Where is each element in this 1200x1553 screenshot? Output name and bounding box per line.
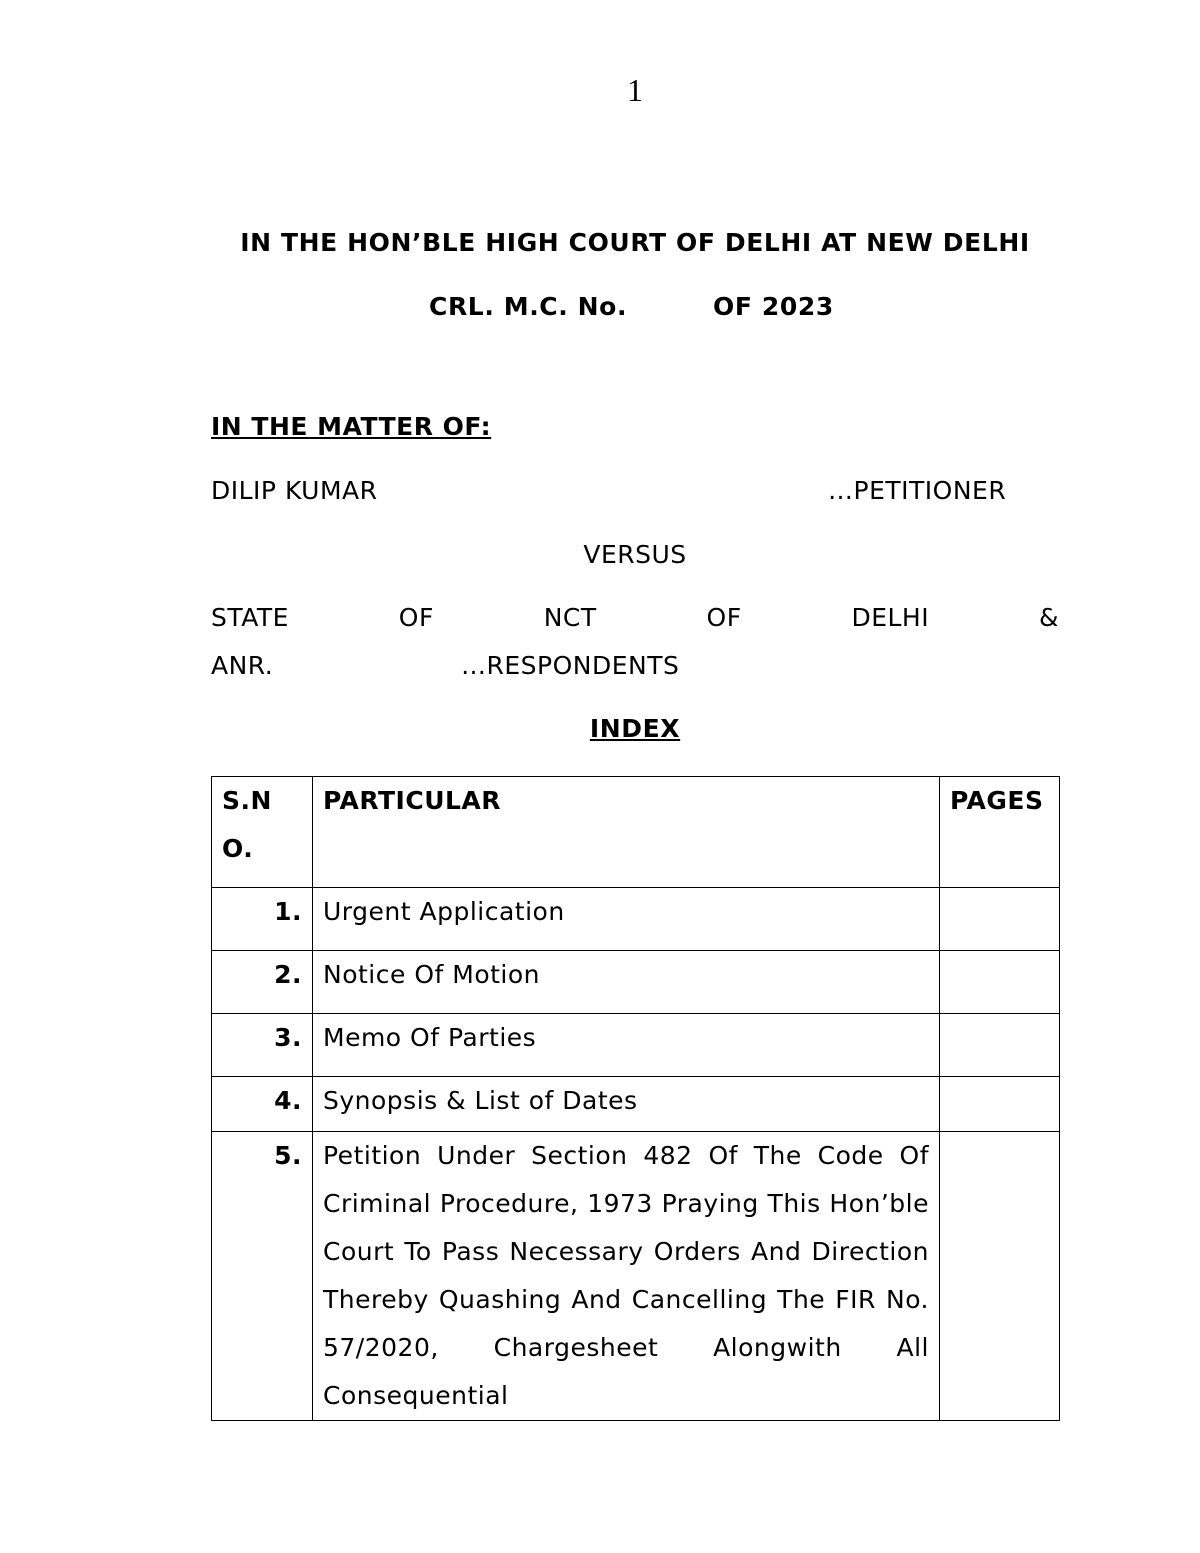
respondent-role: …RESPONDENTS <box>461 651 680 680</box>
respondent-name-line <box>211 603 1059 632</box>
header-particular: PARTICULAR <box>313 777 940 888</box>
in-the-matter-of-heading: IN THE MATTER OF: <box>211 412 492 441</box>
row-particular: Petition Under Section 482 Of The Code Of Criminal Procedure, 1973 Praying This Hon’ble Court To Pass Necessary Orders And Direction Thereby Quashing And Cancelling The FIR No. 57/2020, Chargesheet Alongwith All Consequential <box>313 1132 940 1421</box>
row-pages <box>940 888 1060 951</box>
table-row <box>212 1077 1060 1132</box>
respondent-word: DELHI <box>851 603 930 632</box>
row-pages <box>940 1077 1060 1132</box>
table-row <box>212 1132 1060 1421</box>
respondent-word: STATE <box>211 603 289 632</box>
index-title: INDEX <box>589 714 681 743</box>
court-title: IN THE HON’BLE HIGH COURT OF DELHI AT NEW DELHI <box>240 228 1030 257</box>
row-pages <box>940 951 1060 1014</box>
row-particular: Synopsis & List of Dates <box>313 1077 940 1132</box>
index-header-row <box>212 777 1060 888</box>
table-row <box>212 1014 1060 1077</box>
row-sno: 3. <box>212 1014 313 1077</box>
petitioner-role: …PETITIONER <box>828 476 1007 505</box>
row-pages <box>940 1014 1060 1077</box>
case-year: OF 2023 <box>713 292 834 321</box>
respondent-word: OF <box>398 603 434 632</box>
respondent-word: & <box>1038 603 1059 632</box>
table-row <box>212 951 1060 1014</box>
row-sno: 2. <box>212 951 313 1014</box>
row-particular: Urgent Application <box>313 888 940 951</box>
header-sno: S.NO. <box>212 777 313 888</box>
table-row <box>212 888 1060 951</box>
row-particular: Memo Of Parties <box>313 1014 940 1077</box>
respondent-continuation: ANR. <box>211 651 274 680</box>
row-sno: 4. <box>212 1077 313 1132</box>
row-pages <box>940 1132 1060 1421</box>
row-sno: 1. <box>212 888 313 951</box>
row-sno: 5. <box>212 1132 313 1421</box>
index-table <box>211 776 1060 1421</box>
versus-label: VERSUS <box>583 540 687 569</box>
row-particular: Notice Of Motion <box>313 951 940 1014</box>
respondent-word: OF <box>706 603 742 632</box>
header-pages: PAGES <box>940 777 1060 888</box>
page-number: 1 <box>627 72 643 108</box>
case-number: CRL. M.C. No. <box>429 292 628 321</box>
respondent-word: NCT <box>543 603 597 632</box>
petitioner-name: DILIP KUMAR <box>211 476 378 505</box>
